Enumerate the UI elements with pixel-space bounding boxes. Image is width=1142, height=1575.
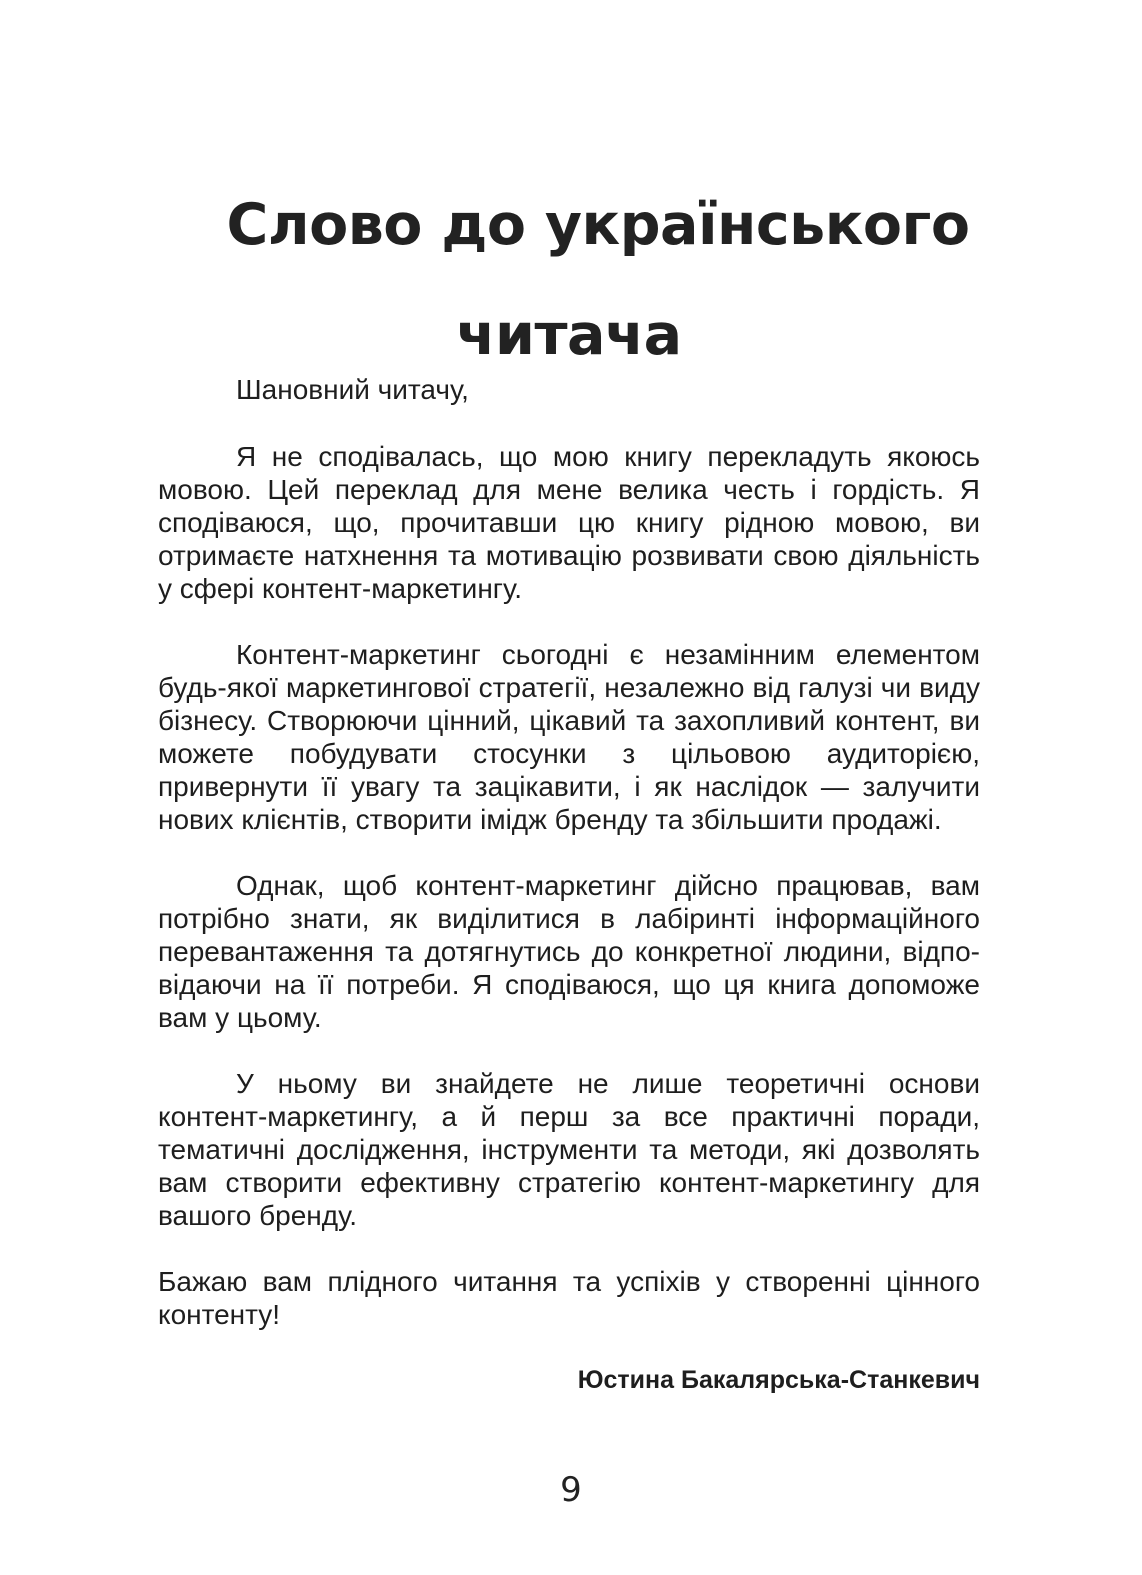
page-title-line-2: читача	[456, 302, 682, 368]
page-number: 9	[560, 1470, 582, 1510]
closing-wish: Бажаю вам плідного читання та успіхів у створенні цінного контенту!	[158, 1266, 980, 1330]
letter-body	[158, 365, 980, 1397]
page-title-line-1: Слово до українського	[226, 192, 970, 258]
paragraph: Я не сподівалась, що мою книгу перекладуть якоюсь мовою. Цей переклад для мене велика честь і гордість. Я сподіваюся, що, прочитавши цю книгу рідною мовою, ви отримаєте натхнення та мотивацію розвивати свою діяльність у сфері контент-маркетингу.	[158, 441, 980, 604]
page-title	[158, 170, 980, 390]
paragraph: Однак, щоб контент-маркетинг дійсно працював, вам потрібно знати, як виділитися в лабіринті інформаційного перевантаження та дотягнутись до конкретної людини, відповідаючи на її потреби. Я сподіваюся, що ця книга допоможе вам у цьому.	[158, 870, 980, 1033]
greeting: Шановний читачу,	[236, 374, 469, 405]
paragraph: У ньому ви знайдете не лише теоретичні основи контент-маркетингу, а й перш за все практичні поради, тематичні дослідження, інструменти та методи, які дозволять вам створити ефективну стратегію контент-маркетингу для вашого бренду.	[158, 1068, 980, 1231]
paragraph: Контент-маркетинг сьогодні є незамінним елементом будь-якої маркетингової стратегії, незалежно від галузі чи виду бізнесу. Створюючи цінний, цікавий та захопливий контент, ви можете побудувати стосунки з цільовою аудиторією, привернути її увагу та зацікавити, і як наслідок — залучити нових клієнтів, створити імідж бренду та збільшити продажі.	[158, 639, 980, 835]
author-signature: Юстина Бакалярська-Станкевич	[577, 1366, 980, 1394]
